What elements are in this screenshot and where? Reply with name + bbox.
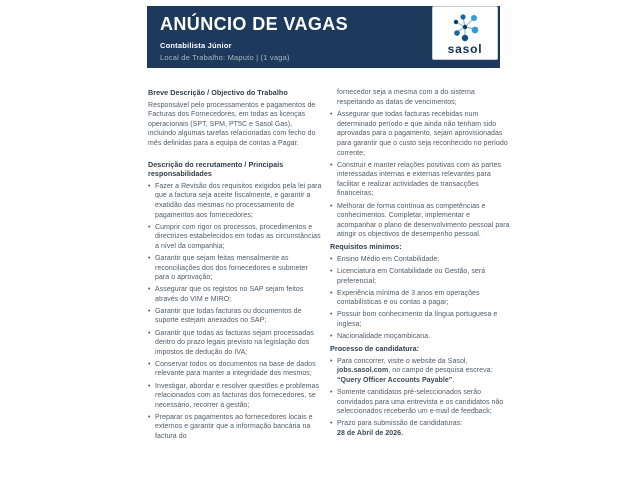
left-column bbox=[148, 88, 322, 444]
responsibilities-list-right bbox=[330, 110, 510, 240]
responsibilities-list-left bbox=[148, 182, 322, 442]
list-item: • Licenciatura em Contabilidade ou Gestão, será preferencial; bbox=[330, 267, 510, 286]
list-item: • Assegurar que os registos no SAP sejam feitos através do VIM e MIRO; bbox=[148, 285, 322, 304]
continuation-paragraph: fornecedor seja a mesma com a do sistema respeitando as datas de vencimentos; bbox=[337, 89, 475, 106]
section-heading-brief-description: Breve Descrição / Objectivo do Trabalho bbox=[148, 88, 288, 97]
list-item: • Nacionalidade moçambicana. bbox=[330, 332, 510, 342]
apply-website-link[interactable]: jobs.sasol.com bbox=[337, 367, 389, 375]
list-item: • Garantir que todas as facturas sejam processadas dentro do prazo legais previsto na legislação dos impostos de dedução do IVA; bbox=[148, 329, 322, 358]
application-process-list bbox=[330, 357, 510, 439]
apply-text: . bbox=[452, 377, 455, 385]
job-title: Contabilista Júnior bbox=[160, 41, 232, 50]
section-heading-application-process: Processo de candidatura: bbox=[330, 344, 420, 354]
sasol-molecule-icon bbox=[448, 12, 482, 42]
list-item: • Experiência mínima de 3 anos em operações contabilísticas e ou contas a pagar; bbox=[330, 289, 510, 308]
list-item bbox=[330, 419, 510, 438]
list-item: • Garantir que sejam feitas mensalmente as reconciliações dos dos fornecedores e submeter para o aprovação; bbox=[148, 254, 322, 283]
right-column bbox=[330, 88, 510, 444]
list-item: • Investigar, abordar e resolver questões e problemas relacionados com as facturas dos fornecedores, se necessário, recorrer à gestão; bbox=[148, 382, 322, 411]
sasol-logo bbox=[432, 6, 498, 60]
job-location-line: Local de Trabalho: Maputo | (1 vaga) bbox=[160, 53, 290, 62]
list-item: • Assegurar que todas facturas recebidas num determinado período e que ainda não tenham sido aprovadas para o pagamento, sejam aprovisionadas para garantir que o custo seja reconhecido no período corrente; bbox=[330, 110, 510, 158]
apply-search-query: “Query Officer Accounts Payable” bbox=[337, 377, 453, 385]
requirements-list bbox=[330, 255, 510, 342]
apply-text: , no campo de pesquisa escreva: bbox=[388, 367, 493, 375]
list-item bbox=[330, 357, 510, 386]
list-item: • Preparar os pagamentos ao fornecedores locais e externos e garantir que a informação bancária na factura do bbox=[148, 413, 322, 442]
list-item: • Melhorar de forma contínua as competências e conhecimentos. Completar, implementar e acompanhar o plano de desenvolvimento pessoal para atingir os objectivos de desempenho pessoal. bbox=[330, 202, 510, 240]
list-item: • Possuir bom conhecimento da língua portuguesa e inglesa; bbox=[330, 310, 510, 329]
page-title: ANÚNCIO DE VAGAS bbox=[160, 14, 349, 34]
list-item: • Garantir que todas facturas ou documentos de suporte estejam anexados no SAP; bbox=[148, 307, 322, 326]
deadline-date: 28 de Abril de 2026. bbox=[337, 430, 404, 437]
list-item: • Somente candidatos pré-seleccionados serão convidados para uma entrevista e os candidatos não seleccionados receberão um e-mail de feedback; bbox=[330, 388, 510, 417]
brief-description-paragraph: Responsável pelo processamentos e pagamentos de Facturas dos Fornecedores, em todas as licenças operacionais (SPT, SPM, PT5C e Sasol Gas), incluindo algumas tarefas relacionadas com fecho do mês definidas para a equipa de contas a Pagar. bbox=[148, 101, 316, 147]
list-item: • Construir e manter relações positivas com as partes interessadas internas e externas relevantes para facilitar e realizar actividades de transacções financeiras; bbox=[330, 161, 510, 199]
section-heading-requirements: Requisitos mínimos: bbox=[330, 242, 402, 252]
sasol-wordmark: sasol bbox=[447, 41, 483, 56]
apply-text: Para concorrer, visite o website da Sasol, bbox=[337, 357, 468, 365]
list-item: • Conservar todos os documentos na base de dados relevante para manter a integridade dos mesmos; bbox=[148, 360, 322, 379]
list-item: • Ensino Médio em Contabilidade; bbox=[330, 255, 510, 265]
deadline-label: Prazo para submissão de candidaturas: bbox=[337, 420, 463, 428]
list-item: • Fazer a Revisão dos requisitos exigidos pela lei para que a factura seja aceite fiscalmente, e garantir a exatidão das mesmas no processamento de pagamentos aos fornecedores; bbox=[148, 182, 322, 220]
body-columns bbox=[148, 88, 510, 444]
section-heading-responsibilities: Descrição do recrutamento / Principais responsabilidades bbox=[148, 159, 284, 179]
list-item: • Cumprir com rigor os processos, procedimentos e directrizes estabelecidos em todas as circunstâncias a nível da companhia; bbox=[148, 223, 322, 252]
